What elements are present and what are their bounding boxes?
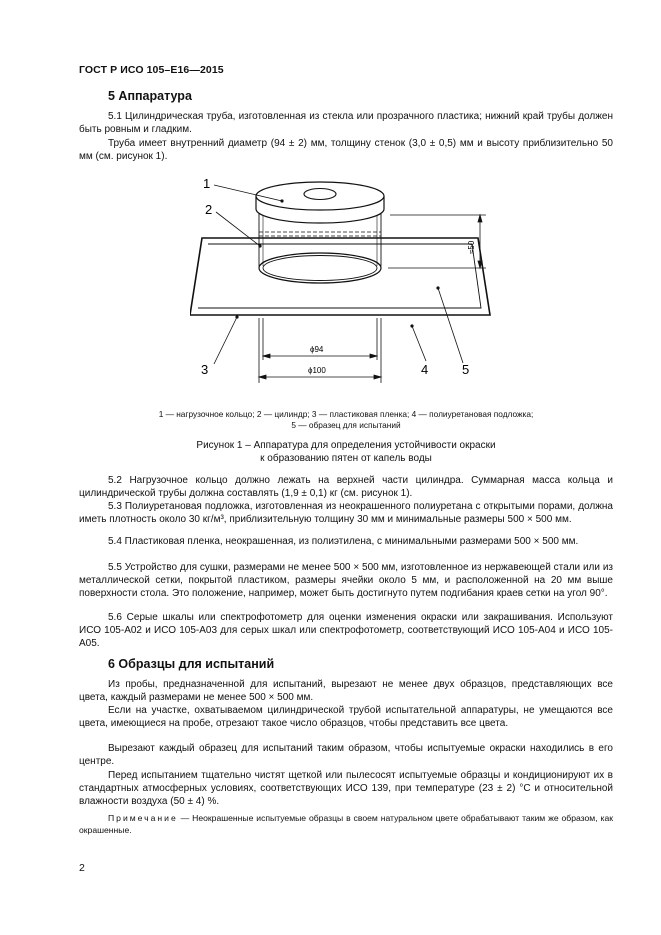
callout-4: 4 [421, 362, 429, 377]
figure-title-line-2: к образованию пятен от капель воды [260, 453, 432, 464]
figure-legend [79, 409, 613, 431]
section-6-title: 6 Образцы для испытаний [108, 657, 275, 671]
dimension-100-label: ϕ100 [308, 366, 326, 375]
paragraph-6-1: Из пробы, предназначенной для испытаний, вырезают не менее двух образцов, представляющих все цвета, каждый размерами не менее 500 × 500 мм. [79, 679, 613, 704]
page-number: 2 [79, 862, 85, 874]
apparatus-figure [190, 168, 500, 383]
paragraph-5-1: 5.1 Цилиндрическая труба, изготовленная из стекла или прозрачного пластика; нижний край трубы должен быть ровным и гладким. [79, 111, 613, 136]
paragraph-5-4: 5.4 Пластиковая пленка, неокрашенная, из полиэтилена, с минимальными размерами 500 × 500 мм. [108, 536, 579, 547]
figure-title [79, 439, 613, 465]
callout-3: 3 [201, 362, 209, 377]
paragraph-6-4: Перед испытанием тщательно чистят щеткой или пылесосят испытуемые образцы и кондиционируют их в стандартных атмосферных условиях, соответствующих ИСО 139, при температуре (23 ± 2) °С и относительной влажности воздуха (50 ± 4) %. [79, 770, 613, 808]
callout-2: 2 [205, 202, 213, 217]
figure-legend-line-1: 1 — нагрузочное кольцо; 2 — цилиндр; 3 — пластиковая пленка; 4 — полиуретановая подложка; [158, 409, 534, 419]
paragraph-5-5: 5.5 Устройство для сушки, размерами не менее 500 × 500 мм, изготовленное из нержавеющей стали или из металлической сетки, покрытой пластиком, размеры ячейки около 5 мм, и расположенной на 20 мм выше поверхности стола. Это положение, например, может быть достигнуто путем подгибания краев сетки на угол 90°. [79, 562, 613, 600]
dimension-50-label: ≈50 [467, 240, 476, 254]
paragraph-6-2: Если на участке, охватываемом цилиндрической трубой испытательной аппаратуры, не умещаются все цвета, имеющиеся на пробе, отрезают такое число образцов, чтобы представить все цвета. [79, 705, 613, 730]
paragraph-5-2: 5.2 Нагрузочное кольцо должно лежать на верхней части цилиндра. Суммарная масса кольца и цилиндрической трубы должна составлять (1,9 ± 0,1) кг (см. рисунок 1). [79, 475, 613, 500]
note-text: — Неокрашенные испытуемые образцы в своем натуральном цвете обрабатывают таким же образом, как окрашенные. [79, 813, 613, 835]
paragraph-5-6: 5.6 Серые шкалы или спектрофотометр для оценки изменения окраски или закрашивания. Используют ИСО 105-A02 и ИСО 105-A03 для серых шкал или спектрофотометр, соответствующий ИСО 105-A04 и ИСО 105-A05. [79, 612, 613, 650]
dimension-lines [259, 215, 486, 383]
figure-title-line-1: Рисунок 1 – Аппаратура для определения устойчивости окраски [196, 440, 496, 451]
standard-header: ГОСТ Р ИСО 105–E16—2015 [79, 64, 224, 76]
paragraph-5-1-dimensions: Труба имеет внутренний диаметр (94 ± 2) мм, толщину стенок (3,0 ± 0,5) мм и высоту приблизительно 50 мм (см. рисунок 1). [79, 138, 613, 163]
callout-5: 5 [462, 362, 470, 377]
paragraph-6-3: Вырезают каждый образец для испытаний таким образом, чтобы испытуемые окраски находились в его центре. [79, 743, 613, 768]
section-5-title: 5 Аппаратура [108, 89, 192, 103]
callout-1: 1 [203, 176, 211, 191]
note-label: Примечание [108, 813, 178, 823]
paragraph-5-3: 5.3 Полиуретановая подложка, изготовленная из неокрашенного полиуретана с открытыми порами, должна иметь плотность около 30 кг/м³, приблизительную толщину 30 мм и минимальные размеры 500 × 500 мм. [79, 501, 613, 526]
figure-legend-line-2: 5 — образец для испытаний [291, 420, 401, 430]
dimension-94-label: ϕ94 [310, 345, 324, 354]
load-ring [256, 182, 384, 223]
note [79, 812, 613, 836]
plastic-film-sheet [190, 238, 490, 315]
